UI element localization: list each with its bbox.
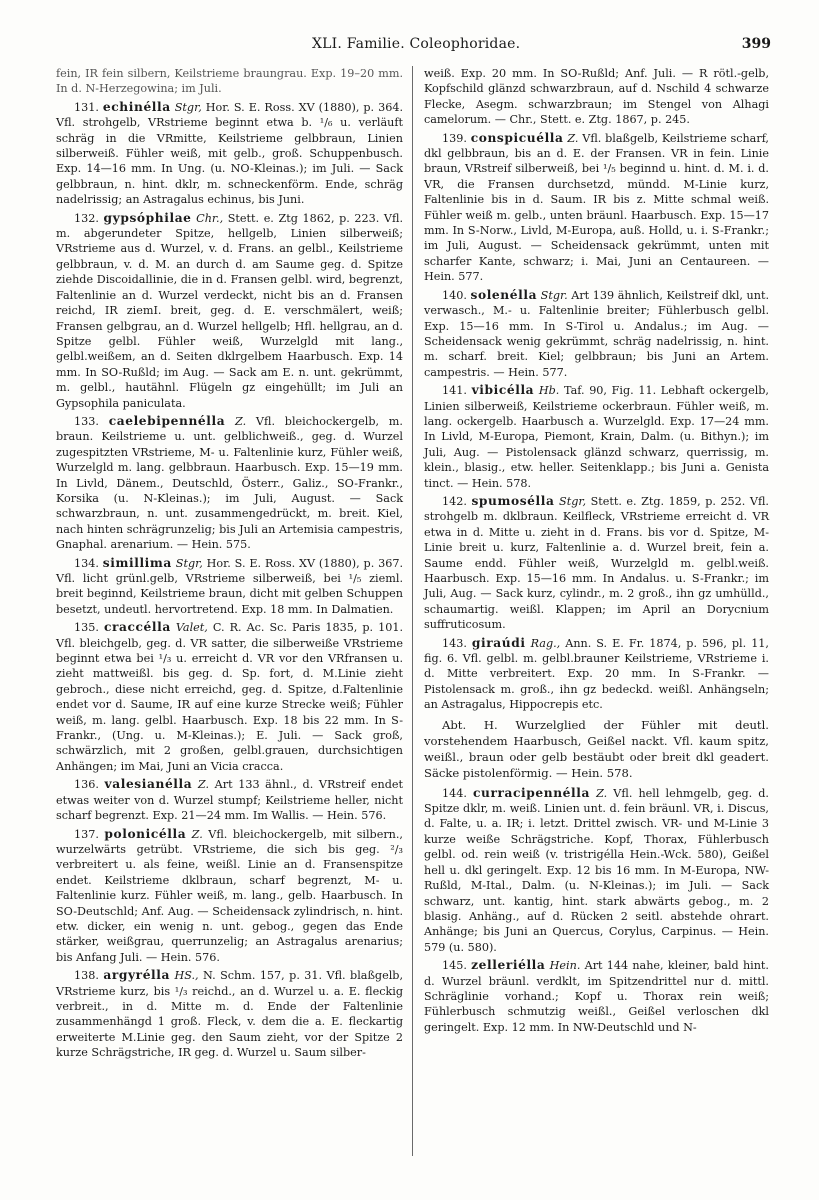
author: Hein. xyxy=(549,959,581,973)
species-entry-139 xyxy=(424,131,769,285)
entry-number: 134. xyxy=(74,556,99,570)
author: Hb. xyxy=(538,384,560,398)
entry-number: 133. xyxy=(74,414,99,428)
species-name: simillima xyxy=(102,555,172,570)
species-name: craccélla xyxy=(103,620,171,635)
entry-number: 131. xyxy=(74,100,99,114)
entry-number: 142. xyxy=(442,494,467,508)
entry-text: Stett. e. Ztg 1862, p. 223. Vfl. m. abgerundeter Spitze, hellgelb, Linien silberweiß; VRstrieme aus d. Wurzel, v. d. Frans. an gelbl., Keilstrieme gelbbraun, v. d. M. an durch d. am Saume geg. d. Spitze ziehde Discoidallinie, die in d. Fransen gelbl. wird, begrenzt, Faltenlinie an d. Wurzel verdeckt, nicht bis an d. Fransen reichd, IR ziemI. breit, geg. d. E. verschmälert, weiß; Fransen gelbgrau, an d. Wurzel hellgelb; Hfl. hellgrau, an d. Spitze gelbl. Fühler weiß, Wurzelgld mit lang., gelbl.weißem, an d. Seiten dklrgelbem Haarbusch. Exp. 14 mm. In SO-Rußld; im Aug. — Sack am E. n. unt. gekrümmt, m. gelbl., hautähnl. Flügeln gz eingehüllt; im Juli an Gypsophila paniculata. xyxy=(56,211,404,410)
entry-number: 145. xyxy=(442,959,467,973)
left-column xyxy=(56,66,403,1064)
entry-number: 132. xyxy=(74,211,99,225)
author: Valet, xyxy=(175,621,208,635)
entry-text: Vfl. bleichockergelb, mit silbern., wurzelwärts getrübt. VRstrieme, die sich bis geg. ²/₃ verbreitert u. als feine, weißl. Linie an d. Fransenspitze endet. Keilstrieme dklbraun, scharf begrenzt, M- u. Faltenlinie kurz. Fühler weiß, m. lang., gelb. Haarbusch. In SO-Deutschld; Anf. Aug. — Scheidensack zylindrisch, n. hint. etw. dicker, ein wenig n. unt. gebog., gegen das Ende stärker, weißgrau, querrunzelig; an Astragalus arenarius; bis Anfang Juli. — Hein. 576. xyxy=(56,827,403,964)
species-entry-137 xyxy=(56,827,403,966)
entry-text: Vfl. blaßgelb, Keilstrieme scharf, dkl gelbbraun, bis an d. E. der Fransen. VR in fein. Linie braun, VRstreif silberweiß, bei ¹/₅ beginnd u. hint. d. M. i. d. VR, die Fransen durchsetzd, mündd. M-Linie kurz, Faltenlinie bis in d. Saum. IR bis z. Mitte schmal weiß. Fühler weiß m. gelb., unten bräunl. Haarbusch. Exp. 15—17 mm. In S-Norw., Livld, M-Europa, auß. Holld, u. i. S-Frankr.; im Juli, August. — Scheidensack gekrümmt, unten mit scharfer Kante, schwarz; i. Mai, Juni an Centaureen. — Hein. 577. xyxy=(424,131,769,284)
species-name: solenélla xyxy=(470,287,538,302)
entry-number: 135. xyxy=(74,621,99,635)
species-name: spumosélla xyxy=(471,493,555,508)
species-name: vibicélla xyxy=(471,383,535,398)
author: Chr., xyxy=(196,211,224,225)
species-name: gypsóphilae xyxy=(103,210,192,225)
entry-text: Art 144 nahe, kleiner, bald hint. d. Wurzel bräunl. verdklt, im Spitzendrittel nur d. mittl. Schräglinie vorhand.; Kopf u. Thorax rein weiß; Fühlerbusch schmutzig weißl., Geißel verloschen dkl geringelt. Exp. 12 mm. In NW-Deutschld und N- xyxy=(424,959,769,1034)
entry-number: 143. xyxy=(442,636,467,650)
author: Z. xyxy=(596,786,608,800)
entry-number: 141. xyxy=(442,384,467,398)
section-heading-abt-h: Abt. H. Wurzelglied der Fühler mit deutl. vorstehendem Haarbusch, Geißel nackt. Vfl. kaum spitz, weißl., braun oder gelb bestäubt oder breit dkl geadert. Säcke pistolenförmig. — Hein. 578. xyxy=(424,717,769,780)
entry-text: Vfl. bleichockergelb, m. braun. Keilstrieme u. unt. gelblichweiß., geg. d. Wurzel zugespitzten VRstrieme, M- u. Faltenlinie kurz, Fühler weiß, Wurzelgld m. lang. gelbbraun. Haarbusch. Exp. 15—19 mm. In Livld, Dänem., Deutschld, Österr., Galiz., SO-Frankr., Korsika (u. N-Kleinas.); im Juli, August. — Sack schwarzbraun, n. unt. zusammengedrückt, m. breit. Kiel, nach hinten schrägrunzelig; bis Juli an Artemisia campestris, Gnaphal. arenarium. — Hein. 575. xyxy=(56,414,404,552)
entry-number: 140. xyxy=(442,288,467,302)
continuation-text: fein, IR fein silbern, Keilstrieme braungrau. Exp. 19–20 mm. In d. N-Herzegowina; im Juli. xyxy=(56,67,403,96)
column-divider xyxy=(412,66,413,1156)
entry-number: 138. xyxy=(74,969,99,983)
continuation-text: weiß. Exp. 20 mm. In SO-Rußld; Anf. Juli. — R rötl.-gelb, Kopfschild glänzd schwarzbraun, auf d. Nschild 4 schwarze Flecke, Asegm. schwarzbraun; im Stengel von Alhagi camelorum. — Chr., Stett. e. Ztg. 1867, p. 245. xyxy=(424,67,769,127)
species-entry-141 xyxy=(424,383,769,491)
species-entry-133 xyxy=(56,414,403,553)
author: Stgr. xyxy=(540,288,568,302)
right-column xyxy=(424,66,769,1038)
page-number: 399 xyxy=(741,36,771,52)
author: Stgr, xyxy=(559,494,587,508)
page-header xyxy=(0,34,819,56)
species-name: giraúdi xyxy=(471,635,526,650)
entry-text: Vfl. hell lehmgelb, geg. d. Spitze dklr, m. weiß. Linien unt. d. fein bräunl. VR, i. Discus, d. Falte, u. a. IR; i. letzt. Drittel zwisch. VR- und M-Linie 3 kurze weiße Schrägstriche. Kopf, Thorax, Fühlerbusch gelbl. od. rein weiß (v. tristrigélla Hein.-Wck. 580), Geißel hell u. dkl geringelt. Exp. 12 bis 16 mm. In M-Europa, NW-Rußld, M-Ital., Dalm. (u. N-Kleinas.); im Juli. — Sack schwarz, unt. kantig, hint. stark abwärts gebog., m. 2 blasig. Anhäng., auf d. Rücken 2 seitl. abstehde ohrart. Anhänge; bis Juni an Quercus, Corylus, Carpinus. — Hein. 579 (u. 580). xyxy=(424,786,769,954)
entry-text: C. R. Ac. Sc. Paris 1835, p. 101. Vfl. bleichgelb, geg. d. VR satter, die silberweiße VRstrieme beginnt etwa bei ¹/₃ u. erreicht d. VR vor den VRfransen u. zieht mattweißl. bis geg. d. Sp. fort, d. M.Linie zieht gebroch., diese nicht erreichd, geg. d. Spitze, d.Faltenlinie endet vor d. Saume, IR auf eine kurze Strecke weiß; Fühler weiß, m. lang. gelbl. Haarbusch. Exp. 18 bis 22 mm. In S-Frankr., (Ung. u. M-Kleinas.); E. Juli. — Sack groß, schwärzlich, mit 2 großen, gelbl.grauen, durchsichtigen Anhängen; im Mai, Juni an Vicia cracca. xyxy=(56,621,404,773)
entry-text: Taf. 90, Fig. 11. Lebhaft ockergelb, Linien silberweiß, Keilstrieme ockerbraun. Fühler weiß, m. lang. ockergelb. Haarbusch a. Wurzelgld. Exp. 17—24 mm. In Livld, M-Europa, Piemont, Krain, Dalm. (u. Bithyn.); im Juli, Aug. — Pistolensack glänzd schwarz, querrissig, m. klein., blasig., etw. heller. Seitenklapp.; bis Juni a. Genista tinct. — Hein. 578. xyxy=(424,384,769,490)
species-name: curracipennélla xyxy=(473,785,590,800)
author: Z. xyxy=(567,131,579,145)
species-entry-140 xyxy=(424,288,769,380)
species-name: conspicuélla xyxy=(470,130,564,145)
entry-number: 136. xyxy=(74,778,99,792)
author: Z. xyxy=(235,414,247,428)
species-entry-142 xyxy=(424,494,769,633)
species-name: echinélla xyxy=(102,99,171,114)
species-entry-132 xyxy=(56,211,403,411)
entry-number: 144. xyxy=(442,786,467,800)
species-entry-131 xyxy=(56,100,403,208)
species-entry-136 xyxy=(56,777,403,823)
author: Stgr, xyxy=(175,556,203,570)
author: Z. xyxy=(191,827,203,841)
entry-text: Hor. S. E. Ross. XV (1880), p. 367. Vfl. licht grünl.gelb, VRstrieme silberweiß, bei ¹/₅ zieml. breit beginnd, Keilstrieme braun, dicht mit gelben Schuppen besetzt, undeutl. hervortretend. Exp. 18 mm. In Dalmatien. xyxy=(56,556,404,616)
species-entry-143 xyxy=(424,636,769,713)
entry-text: Ann. S. E. Fr. 1874, p. 596, pl. 11, fig. 6. Vfl. gelbl. m. gelbl.brauner Keilstrieme, VRstrieme i. d. Mitte verbreitert. Exp. 20 mm. In S-Frankr. — Pistolensack m. groß., ihn gz bedeckd. weißl. Anhängseln; an Astragalus, Hippocrepis etc. xyxy=(424,636,769,712)
author: Z. xyxy=(197,778,210,792)
species-entry-144 xyxy=(424,786,769,955)
species-name: argyrélla xyxy=(103,968,171,983)
author: HS., xyxy=(174,969,199,983)
species-entry-145 xyxy=(424,958,769,1035)
species-name: valesianélla xyxy=(104,777,193,792)
species-name: polonicélla xyxy=(104,826,187,841)
entry-text: Art 139 ähnlich, Keilstreif dkl, unt. verwasch., M.- u. Faltenlinie breiter; Fühlerbusch gelbl. Exp. 15—16 mm. In S-Tirol u. Andalus.; im Aug. — Scheidensack wenig gekrümmt, schräg nadelrissig, n. hint. m. scharf. breit. Kiel; gelbbraun; bis Juni an Artem. campestris. — Hein. 577. xyxy=(424,288,770,379)
species-entry-134 xyxy=(56,556,403,618)
entry-text: Art 133 ähnl., d. VRstreif endet etwas weiter von d. Wurzel stumpf; Keilstrieme heller, nicht scharf begrenzt. Exp. 21—24 mm. Im Wallis. — Hein. 576. xyxy=(56,778,404,823)
entry-number: 137. xyxy=(74,827,99,841)
author: Stgr, xyxy=(174,100,202,114)
running-title: XLI. Familie. Coleophoridae. xyxy=(312,36,521,52)
species-name: caelebipennélla xyxy=(108,413,226,428)
species-name: zelleriélla xyxy=(471,958,546,973)
species-entry-138 xyxy=(56,968,403,1060)
author: Rag., xyxy=(530,636,561,650)
entry-text: N. Schm. 157, p. 31. Vfl. blaßgelb, VRstrieme kurz, bis ¹/₃ reichd., an d. Wurzel u. a. E. fleckig verbreit., in d. Mitte m. d. Ende der Faltenlinie zusammenhängd 1 groß. Fleck, v. dem die a. E. fleckartig erweiterte M.Linie geg. den Saum zieht, vor der Spitze 2 kurze Schrägstriche, IR geg. d. Wurzel u. Saum silber- xyxy=(56,969,404,1060)
entry-text: Stett. e. Ztg. 1859, p. 252. Vfl. strohgelb m. dklbraun. Keilfleck, VRstrieme erreicht d. VR etwa in d. Mitte u. zieht in d. Frans. bis vor d. Spitze, M-Linie breit u. kurz, Faltenlinie a. d. Wurzel breit, fein a. Saume endd. Fühler weiß, Wurzelgld m. gelbl.weiß. Haarbusch. Exp. 15—16 mm. In Andalus. u. S-Frankr.; im Juli, Aug. — Sack kurz, cylindr., m. 2 groß., ihn gz umhülld., schaumartig. weißl. Klappen; im April an Dorycnium suffruticosum. xyxy=(424,494,769,632)
entry-text: Hor. S. E. Ross. XV (1880), p. 364. Vfl. strohgelb, VRstrieme beginnt etwa b. ¹/₆ u. verläuft schräg in die VRmitte, Keilstrieme gelbbraun, Linien silberweiß. Fühler weiß, mit gelb., groß. Schuppenbusch. Exp. 14—16 mm. In Ung. (u. NO-Kleinas.); im Juli. — Sack gelbbraun, n. hint. dklr, m. schneckenförm. Ende, schräg nadelrissig; an Astragalus echinus, bis Juni. xyxy=(56,100,404,207)
entry-number: 139. xyxy=(442,131,467,145)
species-entry-135 xyxy=(56,620,403,774)
